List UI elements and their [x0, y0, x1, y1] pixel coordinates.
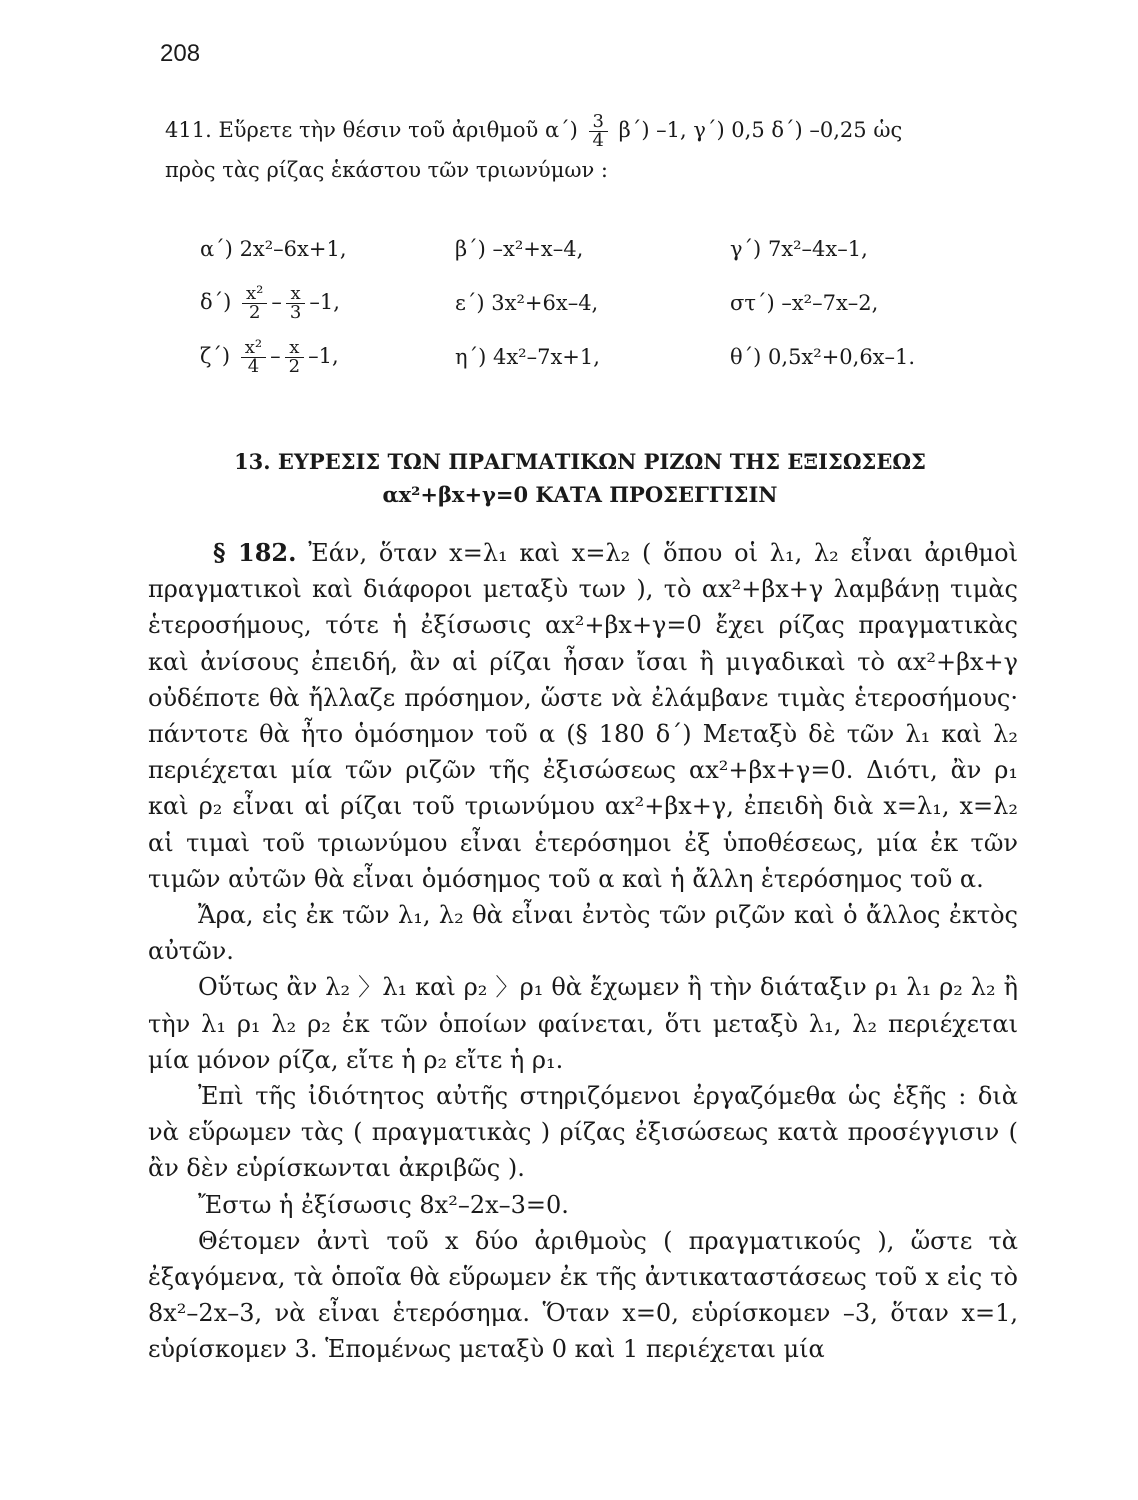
- fraction-numerator: x²: [241, 339, 266, 358]
- item-label: ε΄): [455, 291, 485, 315]
- exercise-411: [165, 110, 1045, 190]
- section-number: § 182.: [213, 538, 297, 567]
- item-tail: –1,: [309, 289, 340, 314]
- fraction-three-quarters: [589, 113, 608, 150]
- fraction-denominator: 2: [248, 301, 261, 323]
- fraction-denominator: 4: [592, 130, 604, 151]
- section-title-line2: αx²+βx+γ=0 ΚΑΤΑ ΠΡΟΣΕΓΓΙΣΙΝ: [382, 482, 778, 507]
- item-expr: 3x²+6x–4,: [491, 291, 599, 315]
- fraction-denominator: 2: [288, 355, 301, 377]
- item-tail: –1,: [308, 343, 339, 368]
- section-title: [140, 445, 1020, 511]
- paragraph: Ἐπὶ τῆς ἰδιότητος αὐτῆς στηριζόμενοι ἐργαζόμεθα ὡς ἑξῆς : διὰ νὰ εὕρωμεν τὰς ( πραγματικὰς ) ρίζας ἐξισώσεως κατὰ προσέγγισιν ( ἂν δὲν εὑρίσκωνται ἀκριβῶς ).: [148, 1082, 1018, 1183]
- item-expr: –x²+x–4,: [492, 237, 584, 261]
- fraction-numerator: 3: [589, 113, 608, 132]
- item-expr: 0,5x²+0,6x–1.: [768, 345, 916, 369]
- item-label: δ΄): [200, 289, 232, 314]
- trinomial-row: [200, 330, 1020, 384]
- fraction-denominator: 4: [247, 355, 260, 377]
- item-expr: 2x²–6x+1,: [239, 237, 347, 261]
- exercise-intro-a: Εὕρετε τὴν θέσιν τοῦ ἀριθμοῦ α΄): [218, 118, 578, 142]
- fraction-numerator: x: [286, 285, 305, 304]
- trinomial-item: [730, 291, 1020, 315]
- fraction: [286, 282, 305, 323]
- exercise-intro: [165, 110, 1045, 150]
- item-expr: 7x²–4x–1,: [767, 237, 868, 261]
- item-label: η΄): [455, 345, 487, 369]
- item-label: α΄): [200, 237, 233, 261]
- paragraph: Οὕτως ἂν λ₂ 〉λ₁ καὶ ρ₂ 〉ρ₁ θὰ ἔχωμεν ἢ τὴν διάταξιν ρ₁ λ₁ ρ₂ λ₂ ἢ τὴν λ₁ ρ₁ λ₂ ρ₂ ἐκ τῶν ὁποίων φαίνεται, ὅτι μεταξὺ λ₁, λ₂ περιέχεται μία μόνον ρίζα, εἴτε ἡ ρ₂ εἴτε ἡ ρ₁.: [148, 973, 1018, 1074]
- fraction: [241, 336, 266, 377]
- trinomial-list: [200, 222, 1020, 384]
- fraction: [285, 336, 304, 377]
- paragraph-text: Ἐάν, ὅταν x=λ₁ καὶ x=λ₂ ( ὅπου οἱ λ₁, λ₂ εἶναι ἀριθμοὶ πραγματικοὶ καὶ διάφοροι μεταξὺ των ), τὸ αx²+βx+γ λαμβάνῃ τιμὰς ἑτεροσήμους, τότε ἡ ἐξίσωσις αx²+βx+γ=0 ἔχει ρίζας πραγματικὰς καὶ ἀνίσους ἐπειδή, ἂν αἱ ρίζαι ἦσαν ἴσαι ἢ μιγαδικαὶ τὸ αx²+βx+γ οὐδέποτε θὰ ἤλλαζε πρόσημον, ὥστε νὰ ἐλάμβανε τιμὰς ἑτεροσήμους· πάντοτε θὰ ἦτο ὁμόσημον τοῦ α (§ 180 δ΄) Μεταξὺ δὲ τῶν λ₁ καὶ λ₂ περιέχεται μία τῶν ριζῶν τῆς ἐξισώσεως αx²+βx+γ=0. Διότι, ἂν ρ₁ καὶ ρ₂ εἶναι αἱ ρίζαι τοῦ τριωνύμου αx²+βx+γ, ἐπειδὴ διὰ x=λ₁, x=λ₂ αἱ τιμαὶ τοῦ τριωνύμου εἶναι ἑτερόσημοι ἐξ ὑποθέσεως, μία ἐκ τῶν τιμῶν αὐτῶν θὰ εἶναι ὁμόσημος τοῦ α καὶ ἡ ἄλλη ἑτερόσημος τοῦ α.: [148, 539, 1018, 893]
- body-text: [148, 535, 1018, 1368]
- fraction: [242, 282, 267, 323]
- trinomial-item: [730, 345, 1020, 369]
- trinomial-item: [455, 345, 730, 369]
- fraction-denominator: 3: [289, 301, 302, 323]
- trinomial-item: [730, 237, 1020, 261]
- paragraph: Ἄρα, εἰς ἐκ τῶν λ₁, λ₂ θὰ εἶναι ἐντὸς τῶν ριζῶν καὶ ὁ ἄλλος ἐκτὸς αὐτῶν.: [148, 901, 1018, 966]
- paragraph: Θέτομεν ἀντὶ τοῦ x δύο ἀριθμοὺς ( πραγματικούς ), ὥστε τὰ ἐξαγόμενα, τὰ ὁποῖα θὰ εὕρωμεν ἐκ τῆς ἀντικαταστάσεως τοῦ x εἰς τὸ 8x²–2x–3, νὰ εἶναι ἑτερόσημα. Ὅταν x=0, εὑρίσκομεν –3, ὅταν x=1, εὑρίσκομεν 3. Ἑπομένως μεταξὺ 0 καὶ 1 περιέχεται μία: [148, 1226, 1018, 1364]
- fraction-numerator: x: [285, 339, 304, 358]
- item-expr: –x²–7x–2,: [781, 291, 879, 315]
- exercise-line2: πρὸς τὰς ρίζας ἑκάστου τῶν τριωνύμων :: [165, 158, 608, 182]
- item-label: στ΄): [730, 291, 775, 315]
- exercise-number: 411.: [165, 118, 212, 142]
- item-label: θ΄): [730, 345, 762, 369]
- item-label: β΄): [455, 237, 486, 261]
- trinomial-item: ζ΄) $\frac{\text{x²}}{4}$ – $\frac{x}{2}$ –1,: [200, 336, 339, 377]
- exercise-intro-b: β΄) –1, γ΄) 0,5 δ΄) –0,25 ὡς: [618, 118, 903, 142]
- fraction-numerator: x²: [242, 285, 267, 304]
- trinomial-item: δ΄) $\frac{\text{x²}}{2}$ – $\frac{x}{3}$ –1,: [200, 282, 340, 323]
- section-title-line1: 13. ΕΥΡΕΣΙΣ ΤΩΝ ΠΡΑΓΜΑΤΙΚΩΝ ΡΙΖΩΝ ΤΗΣ ΕΞΙΣΩΣΕΩΣ: [234, 449, 926, 474]
- trinomial-row: [200, 276, 1020, 330]
- paragraph-182: [148, 535, 1018, 897]
- item-expr: 4x²–7x+1,: [492, 345, 600, 369]
- trinomial-row: [200, 222, 1020, 276]
- page-number: 208: [160, 40, 201, 67]
- item-label: γ΄): [730, 237, 762, 261]
- trinomial-item: [455, 237, 730, 261]
- trinomial-item: [455, 291, 730, 315]
- item-label: ζ΄): [200, 343, 231, 368]
- paragraph: Ἔστω ἡ ἐξίσωσις 8x²–2x–3=0.: [198, 1190, 569, 1219]
- trinomial-item: [200, 237, 455, 261]
